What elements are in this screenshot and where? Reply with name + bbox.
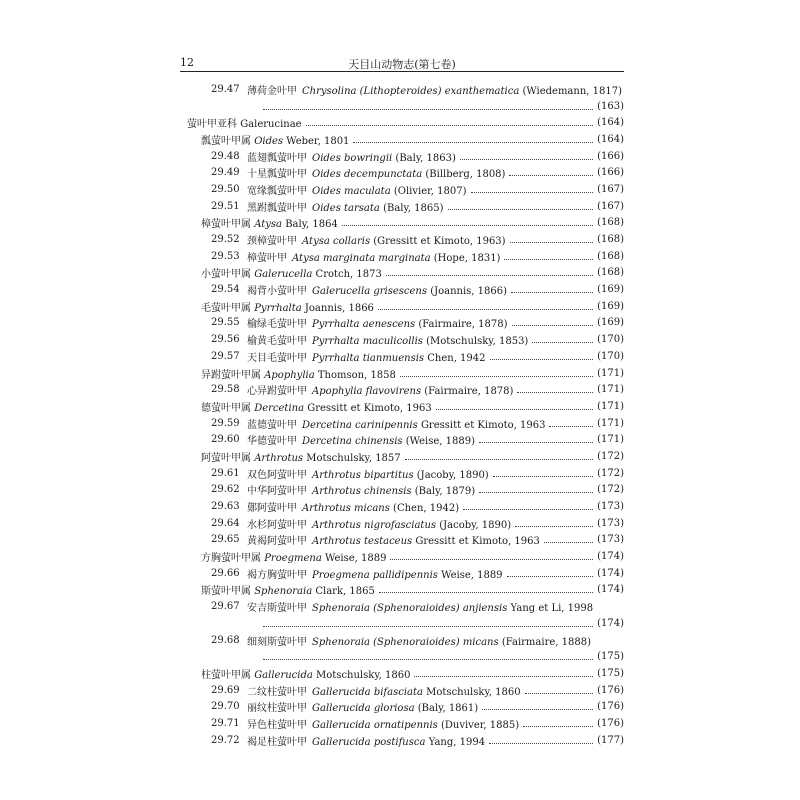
chinese-name: 丽纹柱萤叶甲 xyxy=(247,703,312,715)
entry-number: 29.61 xyxy=(211,467,240,479)
entry-title xyxy=(247,249,500,264)
page-reference: (168) xyxy=(597,217,624,229)
leader-dots xyxy=(512,315,594,326)
entry-title xyxy=(247,382,513,397)
entry-title xyxy=(247,516,511,531)
entry-title xyxy=(247,349,486,364)
entry-title xyxy=(247,332,528,347)
leader-dots xyxy=(511,282,593,293)
page-reference: (171) xyxy=(597,417,624,429)
latin-name: Sphenoraia xyxy=(254,586,313,598)
entry-number: 29.48 xyxy=(211,150,240,162)
leader-dots xyxy=(448,199,594,210)
toc-continuation-line xyxy=(187,615,624,632)
page-reference: (170) xyxy=(597,334,624,346)
chinese-name: 水杉阿萤叶甲 xyxy=(247,519,312,531)
entry-number: 29.56 xyxy=(211,334,240,346)
entry-title xyxy=(247,165,505,180)
toc-species-entry xyxy=(187,198,624,215)
leader-dots xyxy=(482,699,593,710)
toc-genus-entry xyxy=(187,215,624,232)
latin-name: Gallerucida bifasciata xyxy=(312,686,423,698)
chinese-name: 宽缘瓢萤叶甲 xyxy=(247,185,312,197)
latin-name: Galerucella xyxy=(254,269,313,281)
leader-dots xyxy=(460,149,593,160)
page-reference: (174) xyxy=(597,567,624,579)
latin-name: Sphenoraia (Sphenoraioides) anjiensis xyxy=(312,603,508,615)
chinese-name: 黄褐阿萤叶甲 xyxy=(247,536,312,548)
entry-title xyxy=(201,399,432,414)
toc-genus-entry xyxy=(187,398,624,415)
authority: (Hope, 1831) xyxy=(433,252,501,264)
authority: (Fairmaire, 1888) xyxy=(501,636,591,648)
authority: Yang, 1994 xyxy=(428,736,486,748)
entry-number: 29.49 xyxy=(211,167,240,179)
latin-name: Arthrotus chinensis xyxy=(312,486,412,498)
latin-name: Galerucella grisescens xyxy=(312,286,427,298)
chinese-name: 华德萤叶甲 xyxy=(247,436,302,448)
leader-dots xyxy=(549,416,593,427)
entry-number: 29.59 xyxy=(211,417,240,429)
leader-dots xyxy=(507,566,594,577)
toc-species-entry xyxy=(187,431,624,448)
toc-species-entry xyxy=(187,715,624,732)
entry-title xyxy=(201,449,401,464)
entry-number: 29.55 xyxy=(211,317,240,329)
entry-title xyxy=(247,499,459,514)
leader-dots xyxy=(379,582,593,593)
page-reference: (175) xyxy=(597,667,624,679)
latin-name: Arthrotus testaceus xyxy=(312,536,413,548)
entry-title xyxy=(247,199,444,214)
chinese-name: 十星瓢萤叶甲 xyxy=(247,169,312,181)
entry-number: 29.69 xyxy=(211,684,240,696)
entry-title xyxy=(247,232,506,247)
latin-name: Gallerucida gloriosa xyxy=(312,703,415,715)
latin-name: Atysa marginata marginata xyxy=(292,252,431,264)
chinese-name: 异色柱萤叶甲 xyxy=(247,719,312,731)
chinese-name: 柱萤叶甲属 xyxy=(201,669,255,681)
page-reference: (166) xyxy=(597,150,624,162)
toc-species-entry xyxy=(187,348,624,365)
leader-dots xyxy=(378,299,593,310)
chinese-name: 萤叶甲亚科 xyxy=(187,119,241,131)
latin-name: Oides xyxy=(254,135,284,147)
entry-number: 29.60 xyxy=(211,434,240,446)
latin-name: Proegmena xyxy=(264,553,322,565)
page-reference: (173) xyxy=(597,534,624,546)
latin-name: Apophylia xyxy=(264,369,315,381)
latin-name: Dercetina chinensis xyxy=(302,436,403,448)
entry-title xyxy=(247,466,489,481)
page-reference: (175) xyxy=(597,651,624,663)
leader-dots xyxy=(525,683,594,694)
table-of-contents xyxy=(187,81,624,749)
authority: (Baly, 1865) xyxy=(383,202,444,214)
chinese-name: 小萤叶甲属 xyxy=(201,269,255,281)
header-rule xyxy=(180,71,624,72)
page-reference: (169) xyxy=(597,300,624,312)
entry-number: 29.50 xyxy=(211,183,240,195)
chinese-name: 方胸萤叶甲属 xyxy=(201,553,265,565)
page-reference: (171) xyxy=(597,384,624,396)
page-reference: (164) xyxy=(597,133,624,145)
latin-name: Arthrotus micans xyxy=(302,503,390,515)
page-reference: (177) xyxy=(597,734,624,746)
toc-species-entry xyxy=(187,315,624,332)
toc-species-entry xyxy=(187,381,624,398)
entry-title xyxy=(247,282,507,297)
toc-species-entry xyxy=(187,515,624,532)
toc-species-entry xyxy=(187,181,624,198)
entry-title xyxy=(201,549,386,564)
chinese-name: 中华阿萤叶甲 xyxy=(247,486,312,498)
page-reference: (168) xyxy=(597,250,624,262)
latin-name: Chrysolina (Lithopteroides) exanthematica xyxy=(302,85,520,97)
authority: (Jacoby, 1890) xyxy=(439,519,512,531)
leader-dots xyxy=(463,499,593,510)
toc-species-entry xyxy=(187,465,624,482)
entry-number: 29.66 xyxy=(211,567,240,579)
chinese-name: 蓝翅瓢萤叶甲 xyxy=(247,152,312,164)
entry-number: 29.64 xyxy=(211,517,240,529)
leader-dots xyxy=(490,349,594,360)
leader-dots xyxy=(400,366,593,377)
leader-dots xyxy=(479,482,593,493)
toc-genus-entry xyxy=(187,448,624,465)
leader-dots xyxy=(509,165,593,176)
toc-continuation-line xyxy=(187,648,624,665)
toc-species-entry xyxy=(187,248,624,265)
entry-number: 29.68 xyxy=(211,634,240,646)
entry-title xyxy=(201,132,349,147)
authority: Motschulsky, 1860 xyxy=(426,686,521,698)
entry-number: 29.67 xyxy=(211,601,240,613)
authority: (Jacoby, 1890) xyxy=(416,469,489,481)
authority: Clark, 1865 xyxy=(315,586,375,598)
toc-species-entry xyxy=(187,698,624,715)
leader-dots xyxy=(405,449,593,460)
entry-title xyxy=(247,82,622,97)
latin-name: Oides maculata xyxy=(312,185,391,197)
page-reference: (171) xyxy=(597,367,624,379)
entry-number: 29.71 xyxy=(211,717,240,729)
toc-species-entry xyxy=(187,164,624,181)
page-reference: (168) xyxy=(597,267,624,279)
entry-number: 29.65 xyxy=(211,534,240,546)
page-reference: (176) xyxy=(597,701,624,713)
authority: Yang et Li, 1998 xyxy=(510,603,594,615)
authority: (Baly, 1879) xyxy=(414,486,476,498)
leader-dots xyxy=(517,382,593,393)
page-reference: (171) xyxy=(597,400,624,412)
entry-title xyxy=(247,566,503,581)
entry-title xyxy=(247,182,467,197)
authority: Baly, 1864 xyxy=(285,219,338,231)
leader-dots xyxy=(306,115,594,126)
chinese-name: 蓝德萤叶甲 xyxy=(247,419,302,431)
entry-title xyxy=(247,633,591,648)
page-reference: (169) xyxy=(597,284,624,296)
leader-dots xyxy=(532,332,593,343)
page-reference: (173) xyxy=(597,517,624,529)
leader-dots xyxy=(386,265,593,276)
toc-species-entry xyxy=(187,231,624,248)
chinese-name: 樟萤叶甲属 xyxy=(201,219,255,231)
toc-species-entry xyxy=(187,732,624,749)
latin-name: Gallerucida postifusca xyxy=(312,736,426,748)
authority: (Olivier, 1807) xyxy=(393,185,467,197)
page-reference: (174) xyxy=(597,551,624,563)
chinese-name: 樟萤叶甲 xyxy=(247,252,292,264)
page-reference: (167) xyxy=(597,183,624,195)
entry-title xyxy=(247,482,475,497)
page-reference: (168) xyxy=(597,234,624,246)
entry-number: 29.47 xyxy=(211,83,240,95)
authority: (Baly, 1861) xyxy=(417,703,479,715)
chinese-name: 阿萤叶甲属 xyxy=(201,452,255,464)
latin-name: Arthrotus nigrofasciatus xyxy=(312,519,437,531)
toc-continuation-line xyxy=(187,98,624,115)
entry-title xyxy=(187,115,302,130)
authority: (Chen, 1942) xyxy=(393,503,460,515)
toc-subfamily-entry xyxy=(187,114,624,131)
entry-title xyxy=(247,599,593,614)
page-reference: (173) xyxy=(597,501,624,513)
entry-title xyxy=(201,366,396,381)
entry-number: 29.63 xyxy=(211,501,240,513)
leader-dots xyxy=(479,432,593,443)
leader-dots xyxy=(515,516,593,527)
entry-number: 29.72 xyxy=(211,734,240,746)
toc-species-entry xyxy=(187,415,624,432)
entry-title xyxy=(201,666,410,681)
page-reference: (164) xyxy=(597,117,624,129)
entry-number: 29.54 xyxy=(211,284,240,296)
entry-title xyxy=(201,265,382,280)
chinese-name: 颈樟萤叶甲 xyxy=(247,236,302,248)
leader-dots xyxy=(390,549,593,560)
entry-number: 29.53 xyxy=(211,250,240,262)
authority: (Motschulsky, 1853) xyxy=(426,336,529,348)
page-reference: (169) xyxy=(597,317,624,329)
toc-genus-entry xyxy=(187,365,624,382)
toc-species-entry xyxy=(187,148,624,165)
entry-title xyxy=(201,215,338,230)
page-reference: (166) xyxy=(597,167,624,179)
page-number: 12 xyxy=(180,56,194,69)
page-reference: (176) xyxy=(597,684,624,696)
leader-dots xyxy=(471,182,594,193)
entry-number: 29.52 xyxy=(211,234,240,246)
latin-name: Pyrrhalta xyxy=(254,302,302,314)
leader-dots xyxy=(263,649,593,660)
latin-name: Gallerucida ornatipennis xyxy=(312,719,438,731)
entry-title xyxy=(247,432,475,447)
authority: (Baly, 1863) xyxy=(395,152,456,164)
leader-dots xyxy=(544,532,593,543)
authority: Gressitt et Kimoto, 1963 xyxy=(415,536,540,548)
authority: (Joannis, 1866) xyxy=(430,286,507,298)
toc-species-entry xyxy=(187,532,624,549)
authority: (Fairmaire, 1878) xyxy=(418,319,508,331)
latin-name: Pyrrhalta tianmuensis xyxy=(312,352,425,364)
latin-name: Pyrrhalta maculicollis xyxy=(312,336,423,348)
entry-title xyxy=(247,416,545,431)
latin-name: Dercetina carinipennis xyxy=(302,419,418,431)
entry-title xyxy=(247,733,485,748)
entry-number: 29.58 xyxy=(211,384,240,396)
running-title: 天目山动物志(第七卷) xyxy=(348,58,456,71)
authority: Galerucinae xyxy=(240,119,302,131)
authority: Motschulsky, 1857 xyxy=(306,452,401,464)
chinese-name: 天目毛萤叶甲 xyxy=(247,352,312,364)
authority: Gressitt et Kimoto, 1963 xyxy=(307,402,432,414)
chinese-name: 细刻斯萤叶甲 xyxy=(247,636,312,648)
toc-genus-entry xyxy=(187,131,624,148)
entry-number: 29.62 xyxy=(211,484,240,496)
latin-name: Oides tarsata xyxy=(312,202,380,214)
leader-dots xyxy=(504,249,593,260)
leader-dots xyxy=(263,99,593,110)
latin-name: Apophylia flavovirens xyxy=(312,386,422,398)
leader-dots xyxy=(353,132,593,143)
page-reference: (176) xyxy=(597,717,624,729)
latin-name: Dercetina xyxy=(254,402,305,414)
toc-genus-entry xyxy=(187,582,624,599)
chinese-name: 黑跗瓢萤叶甲 xyxy=(247,202,312,214)
page-reference: (171) xyxy=(597,434,624,446)
entry-title xyxy=(201,582,375,597)
latin-name: Proegmena pallidipennis xyxy=(312,569,438,581)
authority: (Weise, 1889) xyxy=(405,436,475,448)
entry-number: 29.57 xyxy=(211,350,240,362)
entry-title xyxy=(247,532,540,547)
leader-dots xyxy=(510,232,594,243)
toc-genus-entry xyxy=(187,265,624,282)
page-reference: (172) xyxy=(597,467,624,479)
leader-dots xyxy=(436,399,593,410)
latin-name: Arthrotus xyxy=(254,452,304,464)
toc-species-entry xyxy=(187,81,624,98)
chinese-name: 褐足柱萤叶甲 xyxy=(247,736,312,748)
chinese-name: 毛萤叶甲属 xyxy=(201,302,255,314)
entry-title xyxy=(247,716,519,731)
leader-dots xyxy=(523,716,593,727)
authority: (Duviver, 1885) xyxy=(440,719,520,731)
toc-species-entry xyxy=(187,565,624,582)
authority: Weber, 1801 xyxy=(286,135,350,147)
page-reference: (170) xyxy=(597,350,624,362)
latin-name: Arthrotus bipartitus xyxy=(312,469,414,481)
latin-name: Atysa xyxy=(254,219,282,231)
chinese-name: 榆黄毛萤叶甲 xyxy=(247,336,312,348)
leader-dots xyxy=(493,466,593,477)
leader-dots xyxy=(489,733,593,744)
toc-species-entry xyxy=(187,498,624,515)
page-reference: (167) xyxy=(597,200,624,212)
page-reference: (174) xyxy=(597,617,624,629)
page-header xyxy=(180,52,624,72)
entry-title xyxy=(201,299,374,314)
page-reference: (174) xyxy=(597,584,624,596)
authority: (Fairmaire, 1878) xyxy=(424,386,514,398)
toc-genus-entry xyxy=(187,665,624,682)
entry-title xyxy=(247,149,456,164)
chinese-name: 异跗萤叶甲属 xyxy=(201,369,265,381)
toc-genus-entry xyxy=(187,548,624,565)
chinese-name: 双色阿萤叶甲 xyxy=(247,469,312,481)
toc-genus-entry xyxy=(187,298,624,315)
chinese-name: 二纹柱萤叶甲 xyxy=(247,686,312,698)
authority: Joannis, 1866 xyxy=(304,302,374,314)
chinese-name: 榆绿毛萤叶甲 xyxy=(247,319,312,331)
entry-number: 29.70 xyxy=(211,701,240,713)
authority: Gressitt et Kimoto, 1963 xyxy=(420,419,546,431)
entry-title xyxy=(247,315,508,330)
toc-species-entry xyxy=(187,281,624,298)
chinese-name: 褐背小萤叶甲 xyxy=(247,286,312,298)
authority: Weise, 1889 xyxy=(441,569,503,581)
entry-number: 29.51 xyxy=(211,200,240,212)
latin-name: Oides bowringii xyxy=(312,152,393,164)
leader-dots xyxy=(342,215,593,226)
leader-dots xyxy=(263,616,593,627)
toc-species-entry xyxy=(187,598,624,615)
authority: Motschulsky, 1860 xyxy=(316,669,411,681)
page-reference: (163) xyxy=(597,100,624,112)
latin-name: Sphenoraia (Sphenoraioides) micans xyxy=(312,636,499,648)
leader-dots xyxy=(414,666,593,677)
latin-name: Atysa collaris xyxy=(302,236,371,248)
authority: (Billberg, 1808) xyxy=(425,169,506,181)
chinese-name: 鄚阿萤叶甲 xyxy=(247,503,302,515)
latin-name: Gallerucida xyxy=(254,669,313,681)
authority: Chen, 1942 xyxy=(427,352,486,364)
entry-title xyxy=(247,683,521,698)
chinese-name: 德萤叶甲属 xyxy=(201,402,255,414)
authority: Thomson, 1858 xyxy=(317,369,396,381)
toc-species-entry xyxy=(187,331,624,348)
chinese-name: 薄荷金叶甲 xyxy=(247,85,302,97)
chinese-name: 安吉斯萤叶甲 xyxy=(247,603,312,615)
toc-species-entry xyxy=(187,682,624,699)
toc-species-entry xyxy=(187,632,624,649)
chinese-name: 心异跗萤叶甲 xyxy=(247,386,312,398)
authority: Crotch, 1873 xyxy=(315,269,382,281)
page-reference: (172) xyxy=(597,484,624,496)
authority: (Wiedemann, 1817) xyxy=(522,85,622,97)
authority: Weise, 1889 xyxy=(325,553,387,565)
latin-name: Pyrrhalta aenescens xyxy=(312,319,416,331)
entry-title xyxy=(247,699,478,714)
latin-name: Oides decempunctata xyxy=(312,169,423,181)
chinese-name: 瓢萤叶甲属 xyxy=(201,135,255,147)
chinese-name: 斯萤叶甲属 xyxy=(201,586,255,598)
toc-species-entry xyxy=(187,482,624,499)
chinese-name: 褐方胸萤叶甲 xyxy=(247,569,312,581)
page-reference: (172) xyxy=(597,450,624,462)
authority: (Gressitt et Kimoto, 1963) xyxy=(373,236,506,248)
